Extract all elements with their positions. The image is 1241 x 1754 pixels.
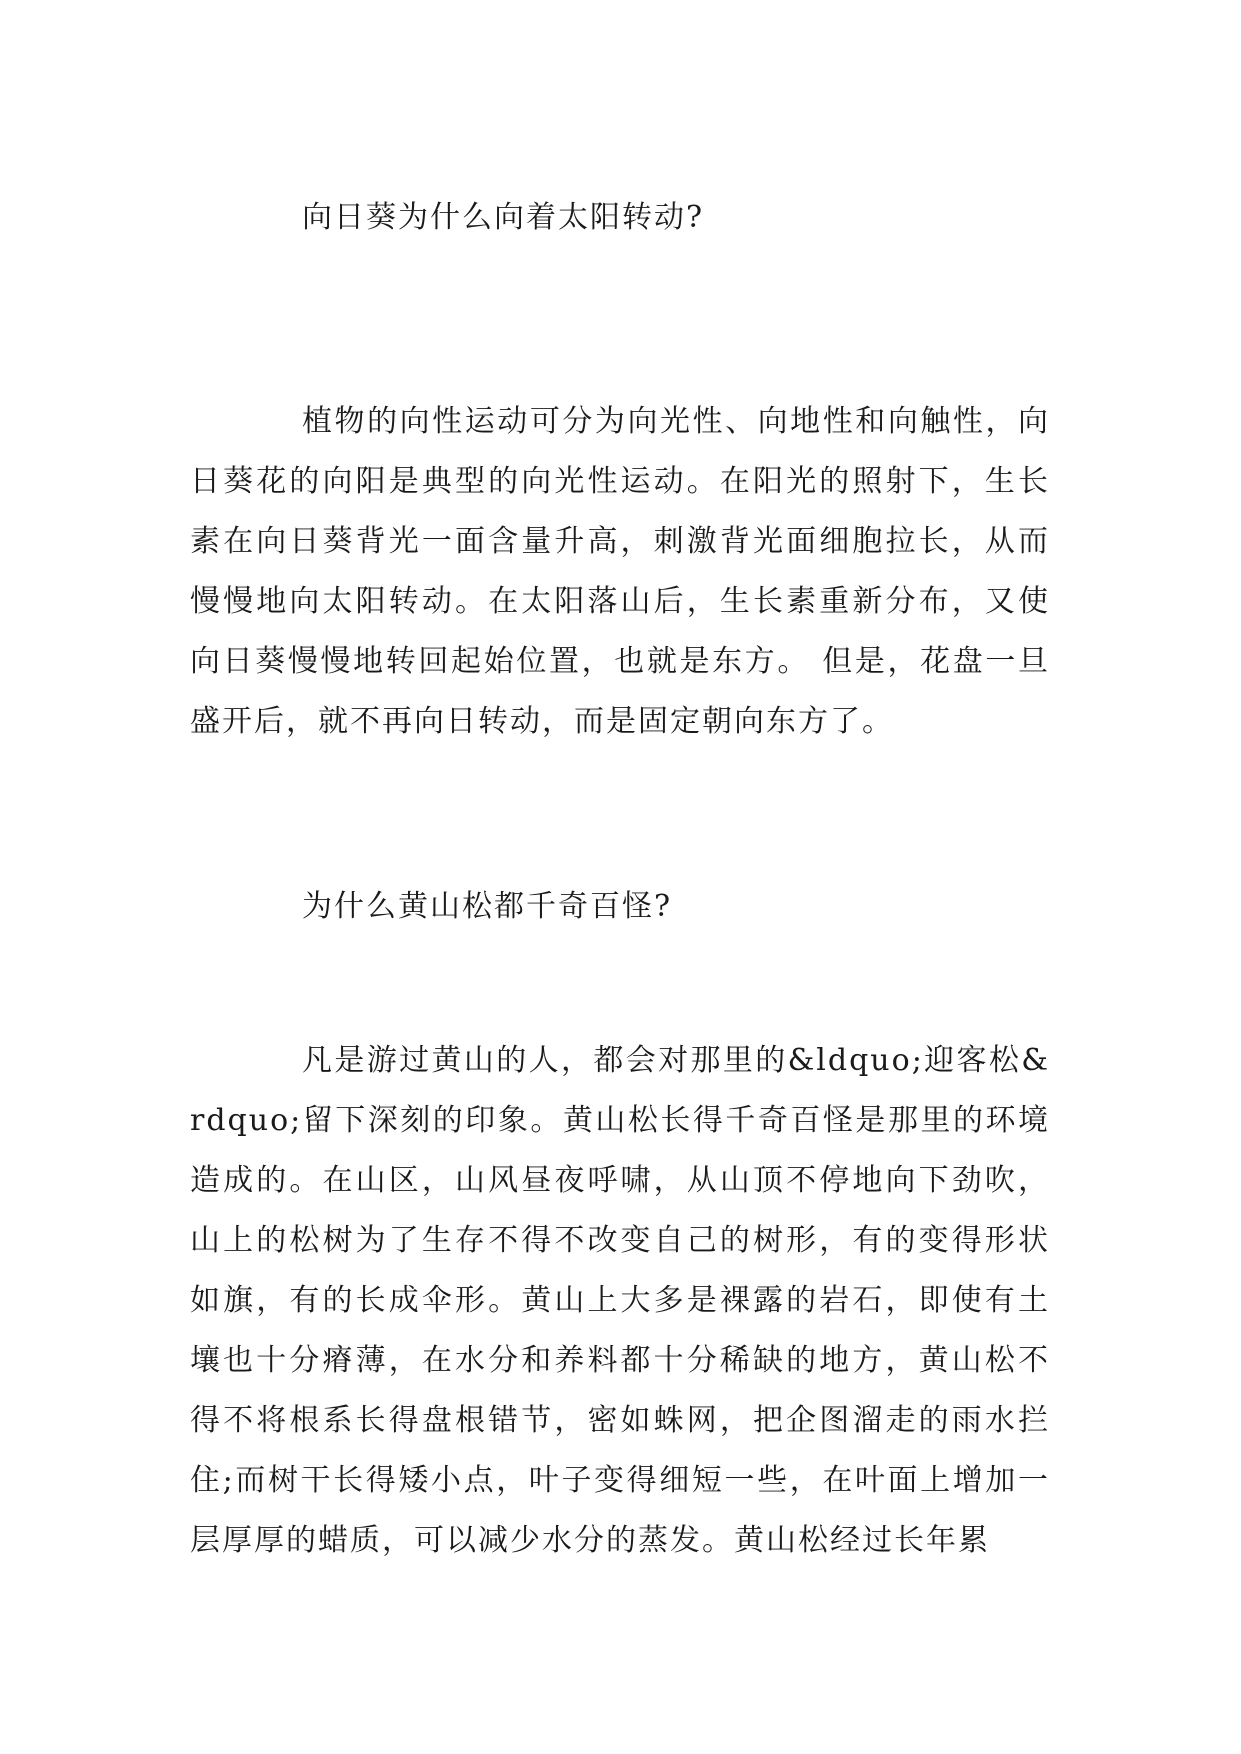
section-heading-huangshan-pine: 为什么黄山松都千奇百怪? [302, 889, 673, 924]
section-body-sunflower: 植物的向性运动可分为向光性、向地性和向触性，向日葵花的向阳是典型的向光性运动。在阳光的照射下，生长素在向日葵背光一面含量升高，刺激背光面细胞拉长，从而慢慢地向太阳转动。在太阳落山后，生长素重新分布，又使向日葵慢慢地转回起始位置，也就是东方。 但是，花盘一旦盛开后，就不再向日转动，而是固定朝向东方了。 [190, 404, 1050, 739]
section-body-huangshan-pine: 凡是游过黄山的人，都会对那里的&ldquo;迎客松&rdquo;留下深刻的印象。黄山松长得千奇百怪是那里的环境造成的。在山区，山风昼夜呼啸，从山顶不停地向下劲吹，山上的松树为了生存不得不改变自己的树形，有的变得形状如旗，有的长成伞形。黄山上大多是裸露的岩石，即使有土壤也十分瘠薄，在水分和养料都十分稀缺的地方，黄山松不得不将根系长得盘根错节，密如蛛网，把企图溜走的雨水拦住;而树干长得矮小点，叶子变得细短一些，在叶面上增加一层厚厚的蜡质，可以减少水分的蒸发。黄山松经过长年累 [190, 1043, 1050, 1558]
section-heading-sunflower: 向日葵为什么向着太阳转动? [302, 200, 705, 235]
